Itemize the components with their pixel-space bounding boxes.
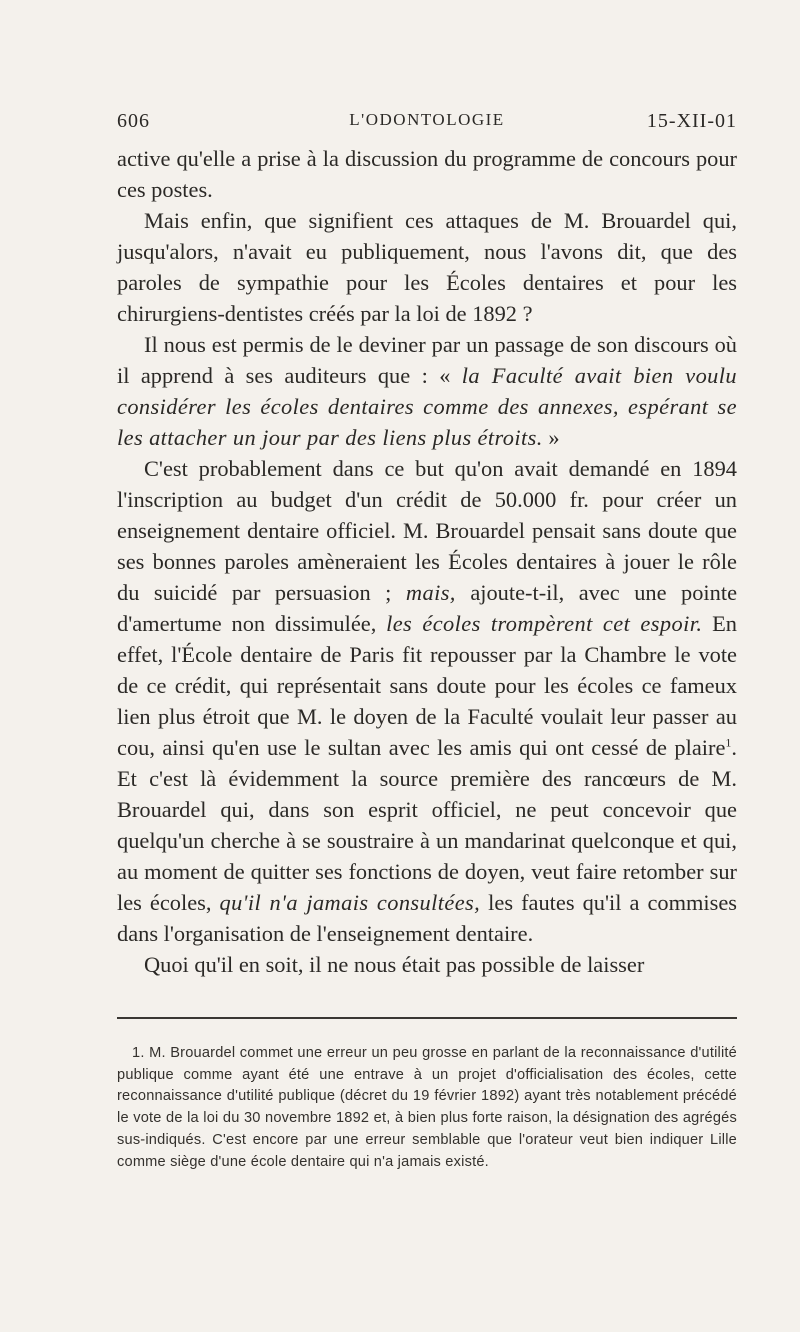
text-run: »: [542, 425, 560, 450]
text-run: active qu'elle a prise à la discussion du programme de concours pour ces postes.: [117, 146, 737, 202]
main-text: [117, 143, 737, 980]
page-number: 606: [117, 110, 150, 132]
running-header: [117, 110, 737, 136]
text-run: Il nous est permis de le deviner par un passage de son discours où il apprend à ses auditeurs que : «: [117, 332, 737, 388]
footnote-text: 1. M. Brouardel commet une erreur un peu grosse en parlant de la reconnaissance d'utilité publique comme ayant été une entrave à un projet d'officialisation des écoles, cette reconnaissance d'utilité publique (décret du 19 février 1892) ayant très notablement précédé le vote de la loi du 30 novembre 1892 et, à bien plus forte raison, la désignation des agrégés sus-indiqués. C'est encore par une erreur semblable que l'orateur veut bien indiquer Lille comme siège d'une école dentaire qui n'a jamais existé.: [117, 1045, 737, 1170]
text-run: Mais enfin, que signifient ces attaques de M. Brouardel qui, jusqu'alors, n'avait eu publiquement, nous l'avons dit, que des paroles de sympathie pour les Écoles dentaires et pour les chirurgiens-dentistes créés par la loi de 1892 ?: [117, 208, 737, 326]
issue-date: 15-XII-01: [646, 110, 737, 132]
italic-text: la Faculté avait bien voulu considérer les écoles dentaires comme des annexes, espérant se les attacher un jour par des liens plus étroits.: [117, 363, 737, 450]
text-run: ajoute-t-il, avec une pointe d'amertume non dissimulée,: [117, 580, 738, 636]
paragraph: [117, 205, 737, 329]
paragraph: [117, 453, 737, 949]
footnote: [117, 1043, 737, 1173]
text-run: En effet, l'École dentaire de Paris fit repousser par la Chambre le vote de ce crédit, qui représentait sans doute pour les écoles ce fameux lien plus étroit que M. le doyen de la Faculté voulait leur passer au cou, ainsi qu'en use le sultan avec les amis qui ont cessé de plaire: [117, 611, 737, 760]
italic-text: qu'il n'a jamais consultées,: [219, 890, 481, 915]
italic-text: mais,: [405, 580, 456, 605]
italic-text: les écoles trompèrent cet espoir.: [386, 611, 703, 636]
running-title: L'ODONTOLOGIE: [349, 110, 505, 129]
footnote-marker: 1: [725, 735, 732, 750]
footnote-rule: [117, 1017, 737, 1019]
text-run: les fautes qu'il a commises dans l'organisation de l'enseignement dentaire.: [117, 890, 737, 946]
text-run: Quoi qu'il en soit, il ne nous était pas possible de laisser: [144, 952, 645, 977]
text-run: C'est probablement dans ce but qu'on avait demandé en 1894 l'inscription au budget d'un crédit de 50.000 fr. pour créer un enseignement dentaire officiel. M. Brouardel pensait sans doute que ses bonnes paroles amèneraient les Écoles dentaires à jouer le rôle du suicidé par persuasion ;: [117, 456, 737, 605]
paragraph: [117, 949, 737, 980]
text-run: . Et c'est là évidemment la source première des rancœurs de M. Brouardel qui, dans son esprit officiel, ne peut concevoir que quelqu'un cherche à se soustraire à un mandarinat quelconque et qui, au moment de quitter ses fonctions de doyen, veut faire retomber sur les écoles,: [117, 735, 737, 915]
paragraph: [117, 143, 737, 205]
paragraph: [117, 329, 737, 453]
